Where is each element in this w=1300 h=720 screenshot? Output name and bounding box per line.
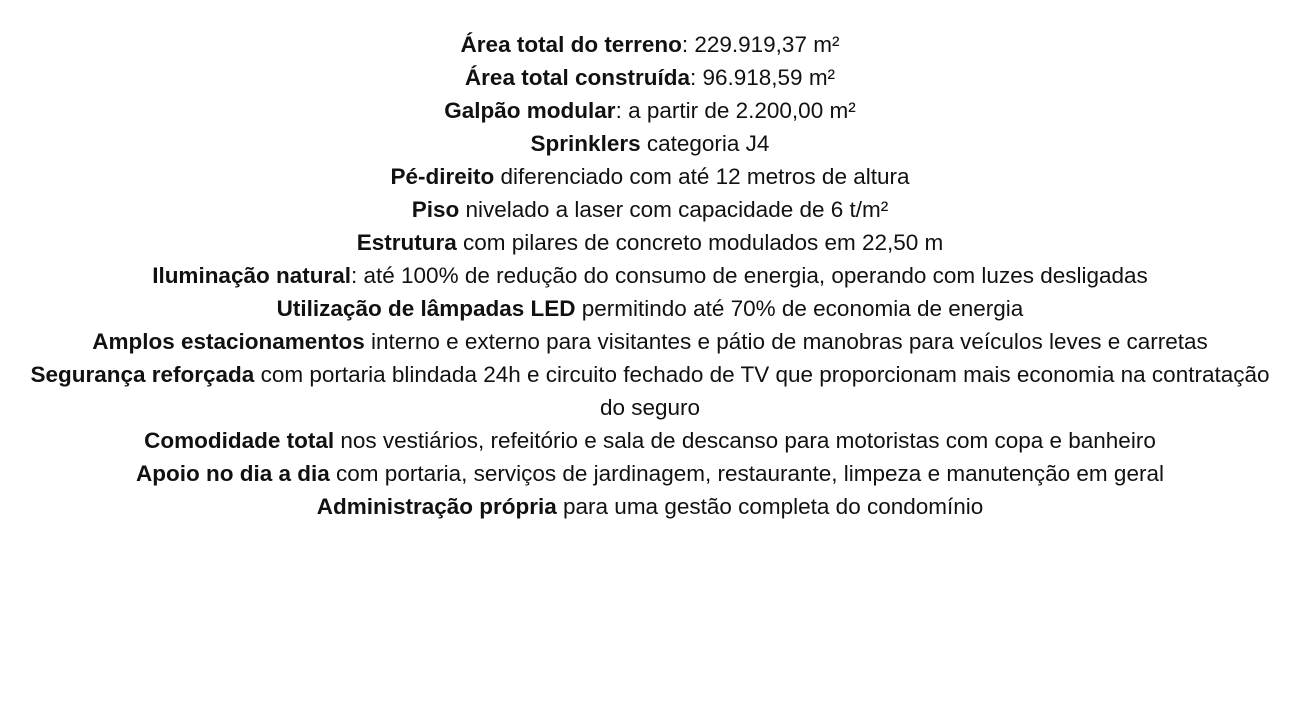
feature-text: permitindo até 70% de economia de energia: [575, 296, 1024, 321]
feature-text: categoria J4: [640, 131, 770, 156]
feature-line-piso: [0, 193, 1300, 226]
feature-text: interno e externo para visitantes e pátio de manobras para veículos leves e carretas: [364, 329, 1208, 354]
feature-text: : 96.918,59 m²: [689, 65, 836, 90]
feature-text: : a partir de 2.200,00 m²: [615, 98, 856, 123]
feature-line-comodidade: [0, 424, 1300, 457]
feature-lead: Estrutura: [356, 230, 457, 255]
feature-text: diferenciado com até 12 metros de altura: [494, 164, 910, 189]
feature-line-administracao: [0, 490, 1300, 523]
feature-line-area-construida: [0, 61, 1300, 94]
feature-text: com portaria, serviços de jardinagem, restaurante, limpeza e manutenção em geral: [329, 461, 1164, 486]
feature-text: com portaria blindada 24h e circuito fechado de TV que proporcionam mais economia na contratação do seguro: [254, 362, 1270, 420]
feature-text: nos vestiários, refeitório e sala de descanso para motoristas com copa e banheiro: [334, 428, 1156, 453]
feature-lead: Iluminação natural: [152, 263, 351, 288]
feature-text: com pilares de concreto modulados em 22,50 m: [456, 230, 944, 255]
feature-text: para uma gestão completa do condomínio: [556, 494, 984, 519]
feature-text: : até 100% de redução do consumo de energia, operando com luzes desligadas: [351, 263, 1148, 288]
feature-lead: Piso: [411, 197, 460, 222]
feature-line-iluminacao: [0, 259, 1300, 292]
feature-line-galpao: [0, 94, 1300, 127]
feature-lead: Utilização de lâmpadas LED: [276, 296, 576, 321]
feature-lead: Amplos estacionamentos: [92, 329, 365, 354]
feature-lead: Apoio no dia a dia: [136, 461, 330, 486]
feature-line-sprinklers: [0, 127, 1300, 160]
feature-lead: Administração própria: [316, 494, 557, 519]
feature-lead: Segurança reforçada: [30, 362, 255, 387]
feature-lead: Comodidade total: [144, 428, 335, 453]
feature-lead: Pé-direito: [390, 164, 495, 189]
feature-line-led: [0, 292, 1300, 325]
feature-line-estacionamentos: [0, 325, 1300, 358]
feature-lead: Área total do terreno: [460, 32, 682, 57]
feature-list: [0, 28, 1300, 523]
feature-lead: Sprinklers: [530, 131, 641, 156]
feature-text: : 229.919,37 m²: [681, 32, 840, 57]
feature-line-seguranca: [0, 358, 1300, 424]
feature-line-area-terreno: [0, 28, 1300, 61]
feature-line-estrutura: [0, 226, 1300, 259]
feature-text: nivelado a laser com capacidade de 6 t/m²: [459, 197, 889, 222]
feature-line-pe-direito: [0, 160, 1300, 193]
feature-line-apoio: [0, 457, 1300, 490]
feature-lead: Área total construída: [464, 65, 690, 90]
feature-lead: Galpão modular: [444, 98, 616, 123]
